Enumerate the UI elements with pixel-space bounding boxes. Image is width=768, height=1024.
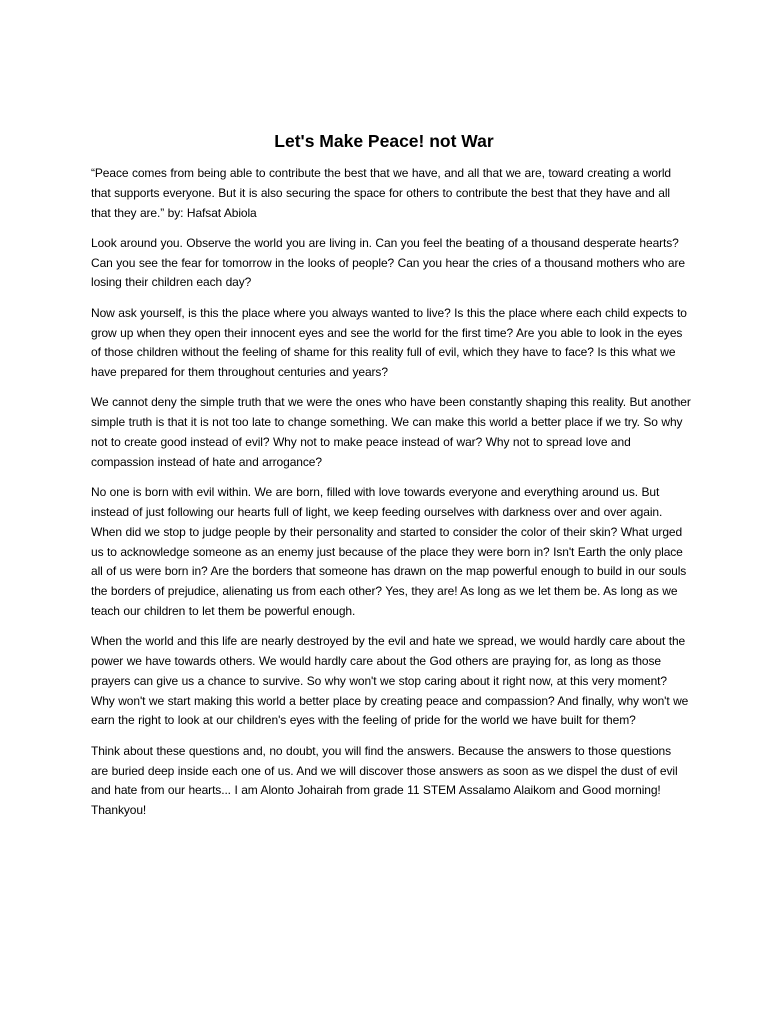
paragraph-world-destroyed: When the world and this life are nearly destroyed by the evil and hate we spread, we would hardly care about the power we have towards others. We would hardly care about the God others are praying for, as long as those prayers can give us a chance to survive. So why won't we stop caring about it right now, at this very moment? Why won't we start making this world a better place by creating peace and compassion? And finally, why won't we earn the right to look at our children's eyes with the feeling of pride for the world we have built for them? [91,634,689,728]
paragraph-quote: “Peace comes from being able to contribute the best that we have, and all that we are, toward creating a world that supports everyone. But it is also securing the space for others to contribute the best that they have and all that they are.” by: Hafsat Abiola [91,166,671,220]
paragraph-ask-yourself: Now ask yourself, is this the place where you always wanted to live? Is this the place where each child expects to grow up when they open their innocent eyes and see the world for the first time? Are you able to look in the eyes of those children without the feeling of shame for this reality full of evil, which they have to face? Is this what we have prepared for them throughout centuries and years? [91,305,687,380]
paragraph-look-around: Look around you. Observe the world you are living in. Can you feel the beating of a thousand desperate hearts? Can you see the fear for tomorrow in the looks of people? Can you hear the cries of a thousand mothers who are losing their children each day? [91,235,685,290]
paragraph-born-with-love: No one is born with evil within. We are born, filled with love towards everyone and everything around us. But instead of just following our hearts full of light, we keep feeding ourselves with darkness over and over again. When did we stop to judge people by their personality and started to consider the color of their skin? What urged us to acknowledge someone as an enemy just because of the place they were born in? Isn't Earth the only place all of us were born in? Are the borders that someone has drawn on the map powerful enough to build in our souls the borders of prejudice, alienating us from each other? Yes, they are! As long as we let them be. As long as we teach our children to let them be powerful enough. [91,485,687,618]
paragraph-closing: Think about these questions and, no doubt, you will find the answers. Because the answers to those questions are buried deep inside each one of us. And we will discover those answers as soon as we dispel the dust of evil and hate from our hearts... I am Alonto Johairah from grade 11 STEM Assalamo Alaikom and Good morning! Thankyou! [91,743,678,818]
document-title: Let's Make Peace! not War [274,131,494,151]
paragraph-simple-truth: We cannot deny the simple truth that we were the ones who have been constantly shaping this reality. But another simple truth is that it is not too late to change something. We can make this world a better place if we try. So why not to create good instead of evil? Why not to make peace instead of war? Why not to spread love and compassion instead of hate and arrogance? [91,395,691,469]
document-body [91,164,691,831]
